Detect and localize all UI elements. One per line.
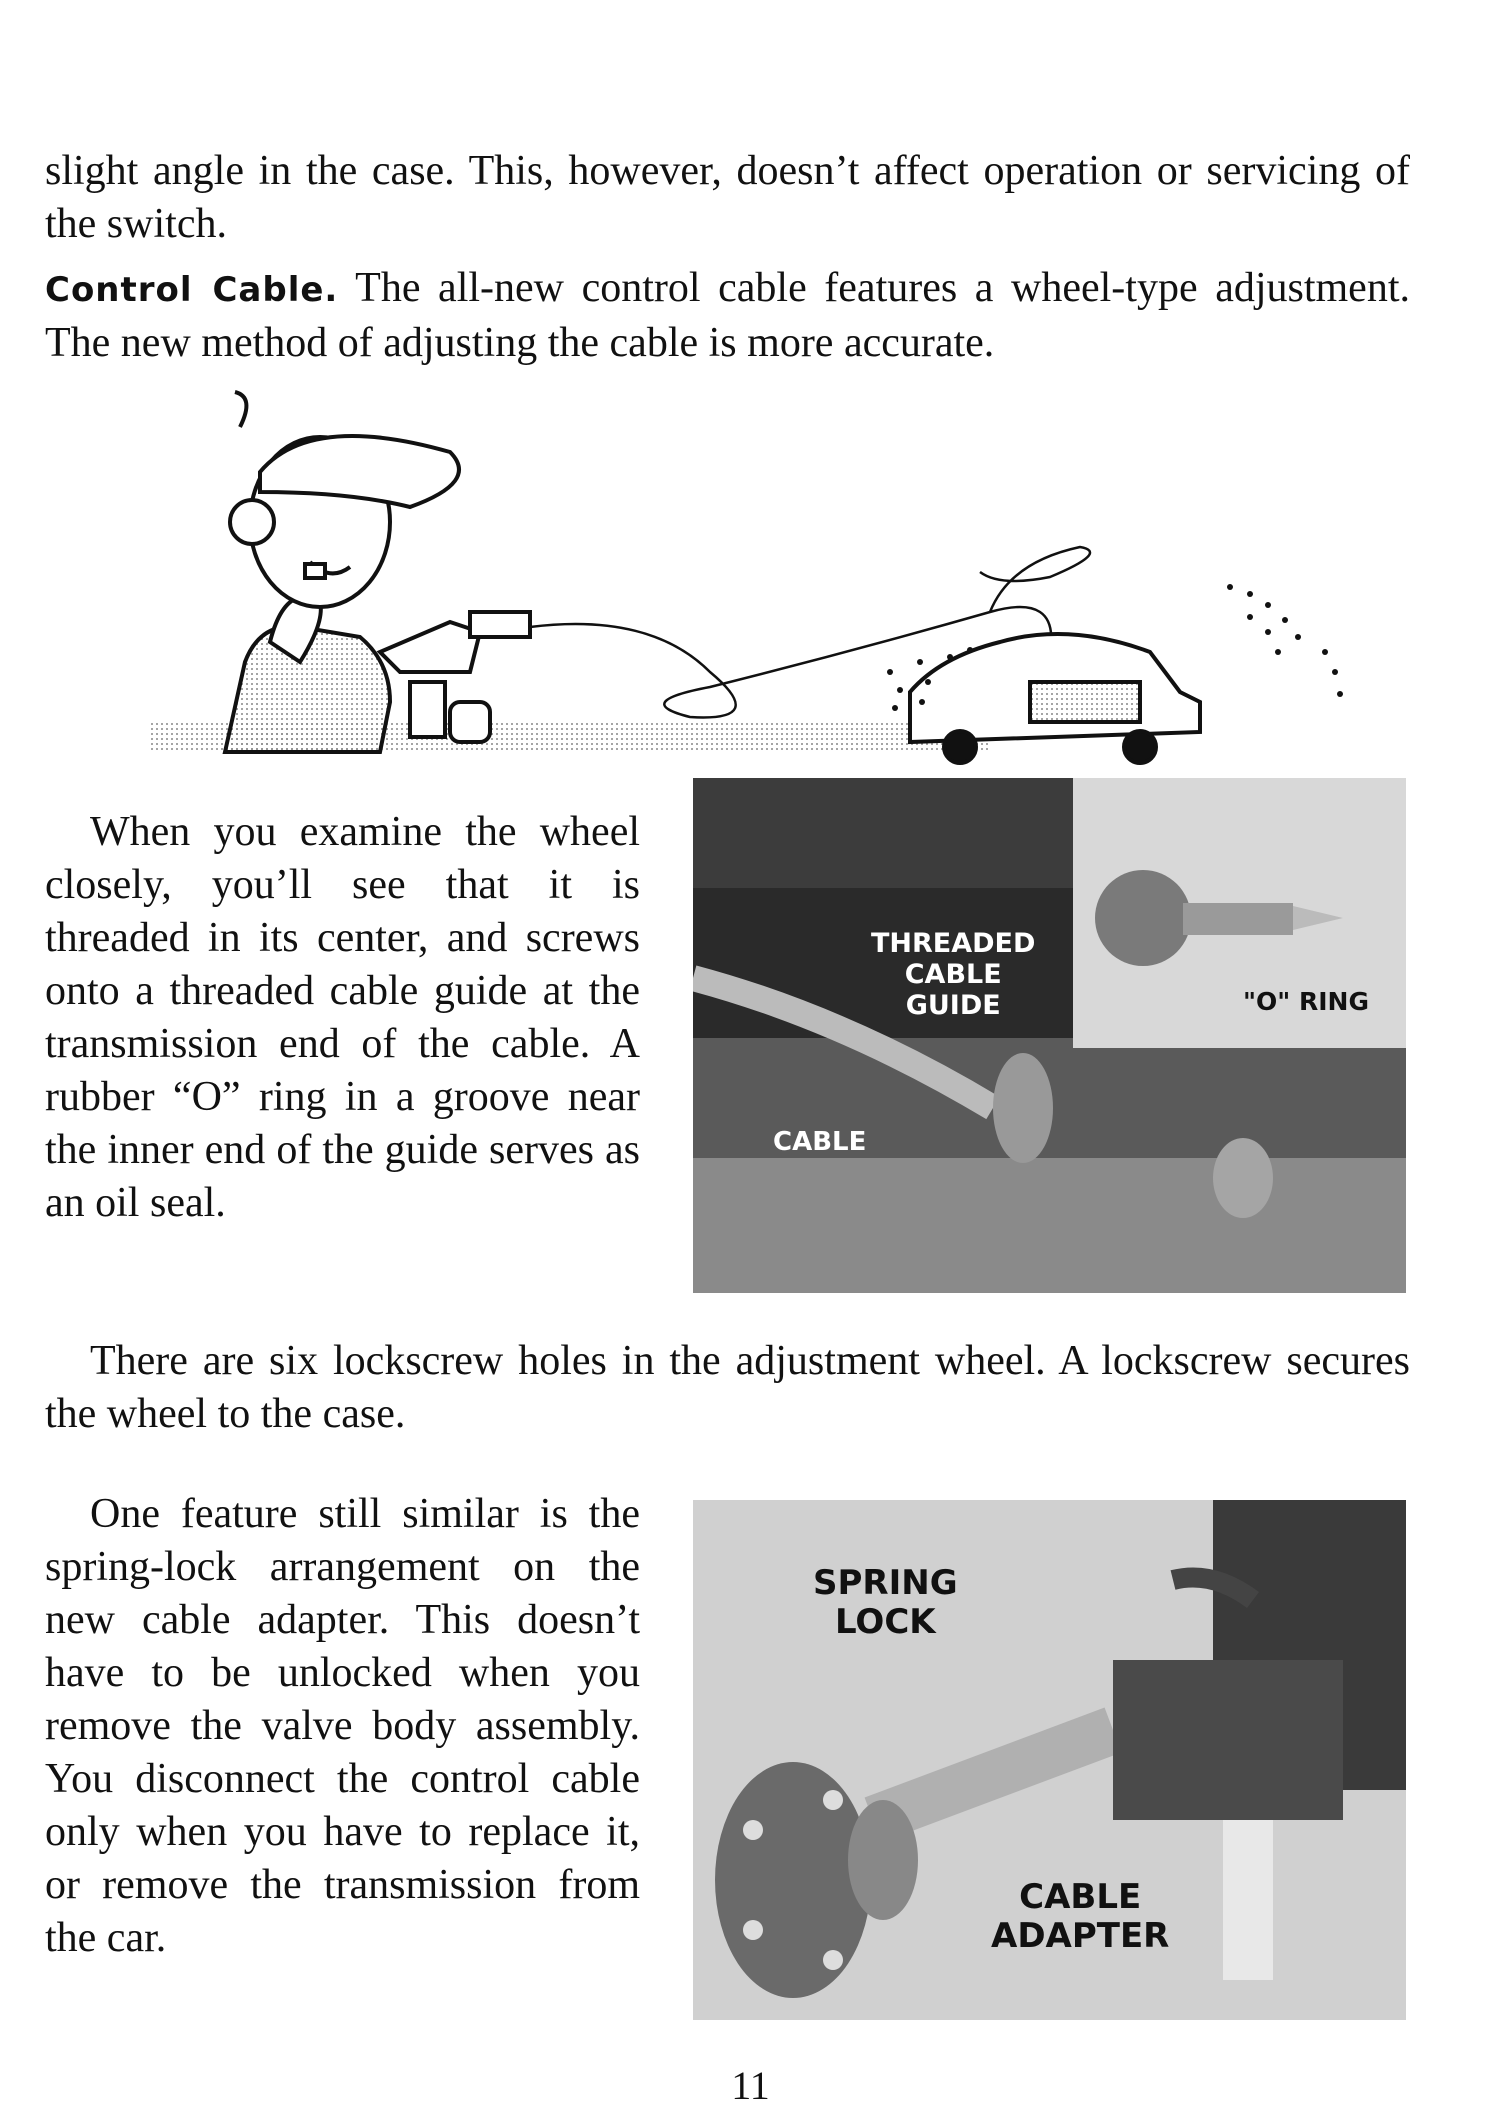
cartoon-illustration — [150, 372, 1410, 772]
page-number: 11 — [731, 2063, 770, 2108]
label-o-ring: "O" RING — [1243, 987, 1370, 1016]
label-cable-adapter: CABLE ADAPTER — [991, 1877, 1170, 1957]
cartoon-boy — [225, 392, 530, 752]
paragraph-spring-lock: One feature still similar is the spring-lock arrangement on the new cable adapter. This doesn’t have to be unlocked when you remove the valve body assembly. You disconnect the control cable only when you have to replace it, or remove the transmission from the car. — [45, 1491, 640, 1961]
paragraph-lockscrew: There are six lockscrew holes in the adjustment wheel. A lockscrew secures the wheel to the case. — [45, 1338, 1410, 1437]
photo-spring-lock — [693, 1500, 1406, 2020]
paragraph-control-cable — [45, 262, 1410, 370]
label-spring-lock: SPRING LOCK — [813, 1563, 958, 1643]
photo-cable-guide — [693, 778, 1406, 1293]
cartoon-car — [910, 634, 1200, 763]
paragraph-wheel-detail: When you examine the wheel closely, you’ll see that it is threaded in its center, and screws onto a threaded cable guide at the transmission end of the cable. A rubber “O” ring in a groove near the inner end of the guide serves as an oil seal. — [45, 809, 640, 1226]
label-cable: CABLE — [773, 1127, 867, 1157]
paragraph-intro: slight angle in the case. This, however, doesn’t affect operation or servicing of the switch. — [45, 148, 1410, 247]
paragraph-control-cable-body: The all-new control cable features a wheel-type adjustment. The new method of adjusting the cable is more accurate. — [45, 265, 1410, 366]
section-heading: Control Cable. — [45, 270, 339, 310]
label-threaded-cable-guide: THREADED CABLE GUIDE — [871, 928, 1036, 1022]
